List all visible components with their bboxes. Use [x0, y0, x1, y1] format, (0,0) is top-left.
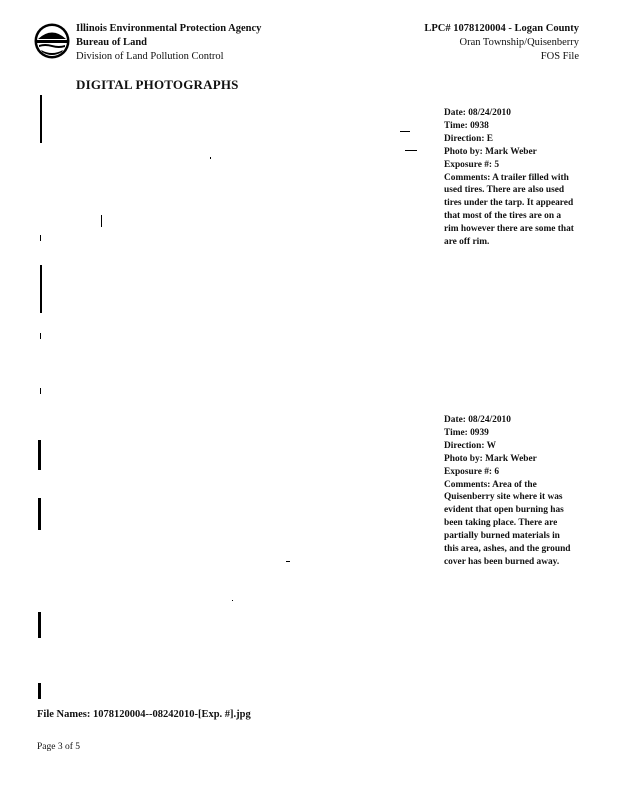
photo-direction: Direction: E: [444, 133, 494, 144]
scan-mark: [40, 235, 41, 241]
scan-mark: [40, 265, 42, 313]
scan-mark: [232, 600, 233, 601]
scan-mark: [40, 95, 42, 143]
agency-header: [76, 22, 261, 64]
photo-5-area: [40, 95, 435, 395]
page-title: DIGITAL PHOTOGRAPHS: [76, 77, 239, 92]
scan-mark: [38, 498, 41, 530]
photo-by: Photo by: Mark Weber: [444, 453, 537, 464]
photo-6-area: [40, 440, 435, 700]
photo-exposure: Exposure #: 6: [444, 466, 500, 477]
iepa-logo: [33, 22, 71, 60]
scan-mark: [40, 333, 41, 339]
bureau-name: Bureau of Land: [76, 37, 147, 48]
photo-time: Time: 0938: [444, 120, 489, 131]
lpc-number: LPC# 1078120004 - Logan County: [424, 23, 579, 34]
scan-mark: [38, 683, 41, 699]
township: Oran Township/Quisenberry: [459, 37, 579, 48]
file-names: File Names: 1078120004--08242010-[Exp. #].jpg: [37, 709, 251, 720]
scan-mark: [38, 440, 41, 470]
scan-mark: [286, 561, 290, 562]
photo-5-details: [444, 107, 574, 249]
file-type: FOS File: [540, 51, 579, 62]
photo-comments: Comments: Area of the Quisenberry site where it was evident that open burning has been taking place. There are partially burned materials in this area, ashes, and the ground cover has been burned away.: [444, 479, 571, 567]
scan-mark: [40, 388, 41, 394]
photo-6-details: [444, 414, 574, 569]
agency-name: Illinois Environmental Protection Agency: [76, 23, 262, 34]
scan-mark: [101, 215, 102, 227]
division-name: Division of Land Pollution Control: [76, 51, 224, 62]
scan-mark: [400, 131, 410, 132]
scan-mark: [210, 157, 211, 159]
scan-mark: [38, 612, 41, 638]
photo-comments: Comments: A trailer filled with used tires. There are also used tires under the tarp. It appeared that most of the tires are on a rim however there are some that are off rim.: [444, 172, 574, 248]
photo-exposure: Exposure #: 5: [444, 159, 500, 170]
file-header: [424, 22, 579, 64]
scan-mark: [405, 150, 417, 151]
photo-date: Date: 08/24/2010: [444, 108, 511, 118]
photo-direction: Direction: W: [444, 440, 496, 451]
photo-by: Photo by: Mark Weber: [444, 146, 537, 157]
photo-time: Time: 0939: [444, 427, 489, 438]
page-number: Page 3 of 5: [37, 742, 81, 752]
photo-date: Date: 08/24/2010: [444, 415, 511, 425]
